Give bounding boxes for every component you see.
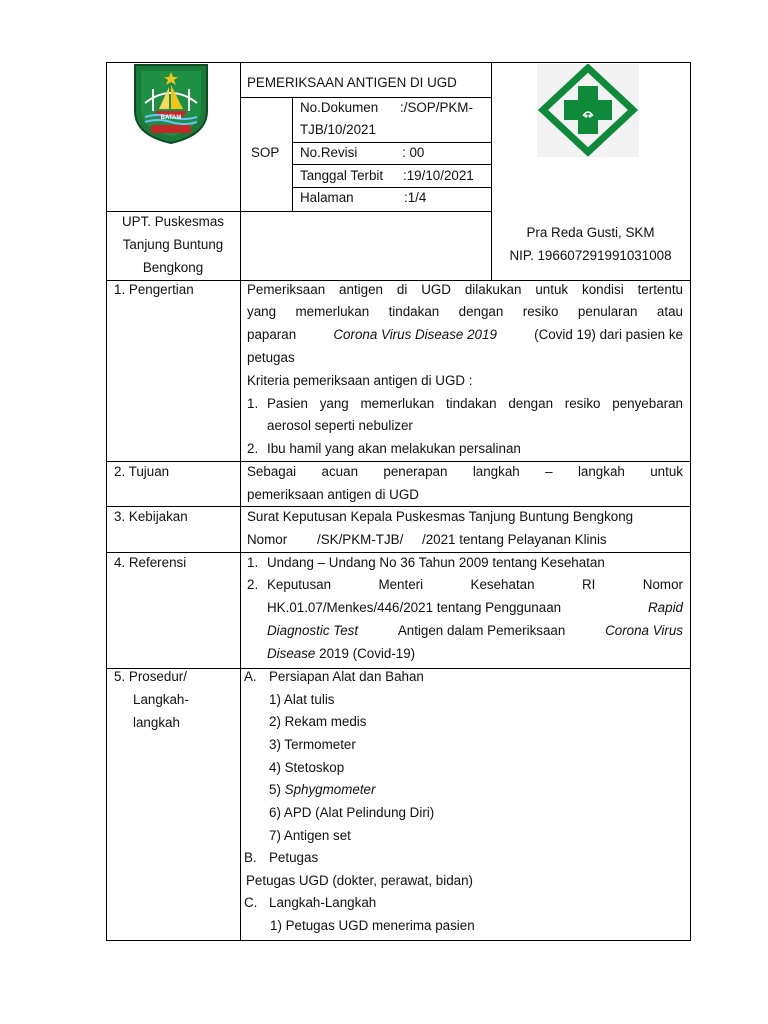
unit-name-line2: Tanjung Buntung — [122, 237, 224, 252]
referensi-item2-line2-b: Rapid — [648, 600, 683, 615]
prosedur-b-text: Petugas UGD (dokter, perawat, bidan) — [246, 873, 474, 888]
no-revisi-value: : 00 — [402, 145, 425, 160]
unit-name-line3: Bengkong — [142, 260, 204, 275]
pengertian-kriteria: Kriteria pemeriksaan antigen di UGD : — [247, 373, 473, 388]
referensi-item2-line3 — [267, 620, 683, 642]
prosedur-a-letter: A. — [244, 669, 257, 684]
signer-nip: NIP. 196607291991031008 — [509, 248, 672, 263]
prosedur-c-title: Langkah-Langkah — [269, 895, 377, 910]
kebijakan-line1: Surat Keputusan Kepala Puskesmas Tanjung Buntung Bengkong — [247, 509, 634, 524]
header-divider-left — [240, 62, 241, 212]
referensi-item2-line4-a: Disease — [267, 646, 316, 661]
pengertian-line1: Pemeriksaan antigen di UGD dilakukan untuk kondisi tertentu — [247, 282, 683, 297]
kebijakan-line2-a: Nomor — [247, 532, 288, 547]
prosedur-a-item: 2) Rekam medis — [269, 714, 367, 729]
no-dokumen-value: :/SOP/PKM- — [400, 100, 473, 115]
pengertian-line4: petugas — [247, 350, 295, 365]
referensi-item1: Undang – Undang No 36 Tahun 2009 tentang Kesehatan — [267, 555, 605, 570]
prosedur-a-item-5-text: Sphygmometer — [284, 782, 376, 797]
logo-left-text: BATAM — [160, 115, 182, 121]
referensi-item2-line4 — [267, 643, 415, 665]
prosedur-a-item: 3) Termometer — [269, 737, 356, 752]
referensi-item2-line2 — [267, 597, 683, 619]
prosedur-a-item: 4) Stetoskop — [269, 760, 345, 775]
pengertian-item2-line1: Ibu hamil yang akan melakukan persalinan — [267, 441, 521, 456]
unit-name-line1: UPT. Puskesmas — [122, 214, 224, 229]
prosedur-a-title: Persiapan Alat dan Bahan — [269, 669, 424, 684]
referensi-item2-line1: Keputusan Menteri Kesehatan RI Nomor — [267, 577, 683, 592]
prosedur-c-letter: C. — [244, 895, 258, 910]
kebijakan-line2-b: /SK/PKM-TJB/ — [317, 532, 404, 547]
prosedur-b-letter: B. — [244, 850, 257, 865]
table-border-left — [106, 62, 107, 941]
puskesmas-logo-frame — [537, 64, 639, 157]
section-referensi-label: 4. Referensi — [114, 555, 187, 570]
section-prosedur-label-1: 5. Prosedur/ — [114, 669, 187, 684]
section-kebijakan-label: 3. Kebijakan — [114, 509, 188, 524]
referensi-item2-line3-c: Corona Virus — [605, 623, 683, 638]
document-title: PEMERIKSAAN ANTIGEN DI UGD — [247, 75, 457, 90]
prosedur-a-item: 6) APD (Alat Pelindung Diri) — [269, 805, 435, 820]
sop-divider — [292, 97, 293, 212]
signer-name: Pra Reda Gusti, SKM — [526, 225, 655, 240]
referensi-item2-line3-a: Diagnostic Test — [267, 623, 359, 638]
referensi-item1-num: 1. — [247, 555, 259, 570]
table-border-right — [690, 62, 691, 941]
tanggal-terbit-label: Tanggal Terbit — [300, 168, 384, 183]
pengertian-line3-b: Corona Virus Disease 2019 — [333, 327, 497, 342]
referensi-item2-num: 2. — [247, 577, 259, 592]
section-pengertian-label: 1. Pengertian — [114, 282, 194, 297]
table-border-bottom — [106, 940, 691, 941]
no-dokumen-label: No.Dokumen — [300, 100, 379, 115]
section-prosedur-label-3: langkah — [133, 715, 180, 730]
puskesmas-logo — [537, 64, 639, 157]
prosedur-a-item: 1) Alat tulis — [269, 692, 335, 707]
tujuan-line2: pemeriksaan antigen di UGD — [247, 487, 419, 502]
body-column-divider — [240, 280, 241, 941]
no-revisi-label: No.Revisi — [300, 145, 358, 160]
referensi-item2-line3-b: Antigen dalam Pemeriksaan — [397, 623, 566, 638]
referensi-item2-line4-b: 2019 (Covid-19) — [319, 646, 416, 661]
prosedur-a-item: 7) Antigen set — [269, 828, 351, 843]
unit-divider — [240, 211, 241, 280]
prosedur-a-item-5-num: 5) — [269, 782, 285, 797]
section-tujuan-label: 2. Tujuan — [114, 464, 170, 479]
halaman-value: :1/4 — [404, 190, 427, 205]
pengertian-item1-line2: aerosol seperti nebulizer — [267, 418, 413, 433]
pengertian-line3-a: paparan — [247, 327, 297, 342]
prosedur-c-item1: 1) Petugas UGD menerima pasien — [270, 918, 475, 933]
pengertian-item1-num: 1. — [247, 396, 259, 411]
pengertian-item1-line1: Pasien yang memerlukan tindakan dengan resiko penyebaran — [267, 396, 683, 411]
pengertian-item2-num: 2. — [247, 441, 259, 456]
referensi-item2-line2-a: HK.01.07/Menkes/446/2021 tentang Penggunaan — [267, 600, 562, 615]
tujuan-line1: Sebagai acuan penerapan langkah – langkah untuk — [247, 464, 683, 479]
section-prosedur-label-2: Langkah- — [133, 692, 189, 707]
no-dokumen-value-cont: TJB/10/2021 — [300, 122, 376, 137]
prosedur-a-item-5 — [269, 779, 375, 801]
tanggal-terbit-value: :19/10/2021 — [403, 168, 474, 183]
sop-label: SOP — [251, 145, 280, 160]
pengertian-line2: yang memerlukan tindakan dengan resiko penularan atau — [247, 304, 683, 319]
prosedur-b-title: Petugas — [269, 850, 319, 865]
batam-city-logo — [131, 63, 211, 145]
pengertian-line3 — [247, 324, 683, 346]
halaman-label: Halaman — [300, 190, 354, 205]
kebijakan-line2-c: /2021 tentang Pelayanan Klinis — [422, 532, 607, 547]
pengertian-line3-c: (Covid 19) dari pasien ke — [534, 327, 683, 342]
